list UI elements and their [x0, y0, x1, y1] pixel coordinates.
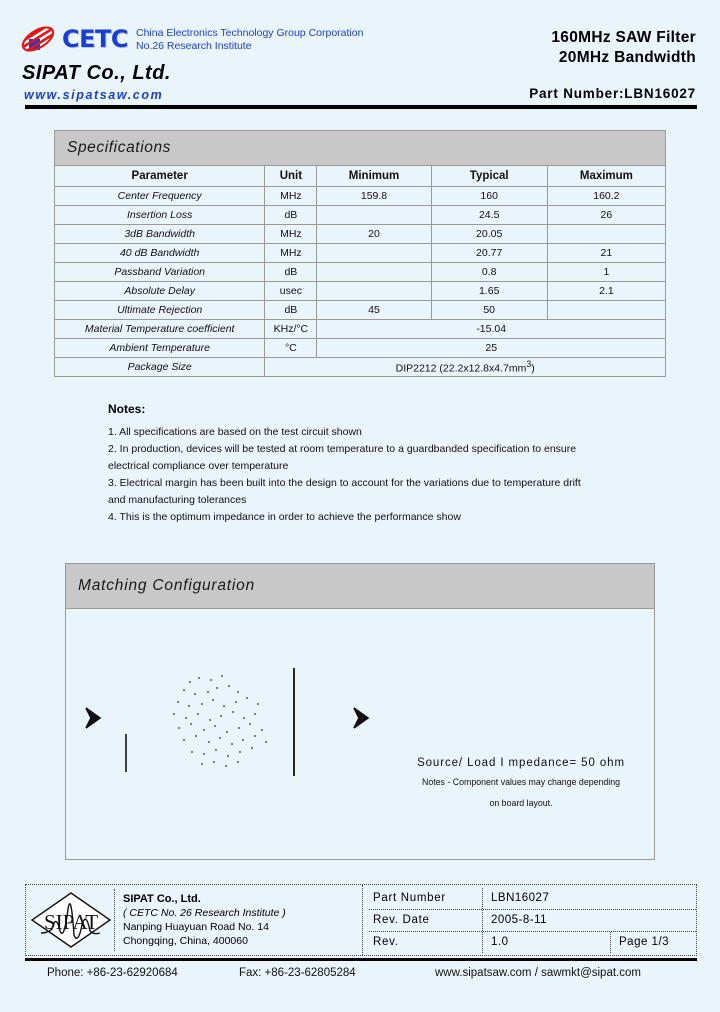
cell-unit: dB: [265, 206, 317, 225]
specifications-panel: [54, 130, 666, 377]
matching-configuration-body: [65, 608, 655, 860]
matching-schematic-diagram: [66, 609, 654, 859]
product-title-line-2: 20MHz Bandwidth: [558, 49, 696, 66]
footer-label-part-number: Part Number: [369, 888, 483, 909]
cell-typical: 24.5: [431, 206, 547, 225]
cell-span-value: 25: [317, 339, 666, 358]
contact-web-email[interactable]: www.sipatsaw.com / sawmkt@sipat.com: [435, 967, 641, 979]
footer-institute-name: ( CETC No. 26 Research Institute ): [123, 907, 286, 919]
table-row: [55, 358, 666, 377]
note-item: electrical compliance over temperature: [108, 460, 289, 472]
matching-configuration-title: Matching Configuration: [65, 563, 655, 608]
table-row: [55, 225, 666, 244]
cell-unit: dB: [265, 301, 317, 320]
cell-parameter: Ambient Temperature: [55, 339, 265, 358]
table-header-row: [55, 166, 666, 187]
package-value-sup: 3: [526, 359, 532, 370]
cell-parameter: Ultimate Rejection: [55, 301, 265, 320]
cell-maximum: 21: [547, 244, 665, 263]
cell-typical: 50: [431, 301, 547, 320]
note-item: 1. All specifications are based on the test circuit shown: [108, 426, 362, 438]
header-divider: [25, 105, 697, 109]
footer-divider: [25, 958, 697, 961]
page-header: [0, 0, 720, 102]
note-item: 4. This is the optimum impedance in order to achieve the performance show: [108, 511, 461, 523]
table-row: [55, 187, 666, 206]
footer-label-rev: Rev.: [369, 932, 483, 953]
cell-unit: usec: [265, 282, 317, 301]
cell-typical: 160: [431, 187, 547, 206]
cell-minimum: 20: [317, 225, 431, 244]
note-item: 3. Electrical margin has been built into the design to account for the variations due to temperature drift: [108, 477, 581, 489]
cell-parameter: 3dB Bandwidth: [55, 225, 265, 244]
specifications-title: Specifications: [54, 130, 666, 165]
column-header-parameter: Parameter: [55, 166, 265, 187]
footer-field-row: [369, 910, 696, 932]
company-line-2: No.26 Research Institute: [136, 40, 252, 52]
cell-unit: KHz/°C: [265, 320, 317, 339]
footer-info-box: [25, 884, 697, 956]
company-line-1: China Electronics Technology Group Corporation: [136, 27, 364, 39]
cell-unit: MHz: [265, 187, 317, 206]
source-load-impedance-label: Source/ Load I mpedance= 50 ohm: [417, 757, 625, 769]
cell-parameter: Passband Variation: [55, 263, 265, 282]
footer-field-row: [369, 932, 696, 953]
product-title: [551, 28, 696, 68]
cell-unit: MHz: [265, 225, 317, 244]
cell-maximum: [547, 301, 665, 320]
cell-unit: dB: [265, 263, 317, 282]
cell-unit: MHz: [265, 244, 317, 263]
footer-address-line-1: Nanping Huayuan Road No. 14: [123, 921, 269, 933]
footer-company-name: SIPAT Co., Ltd.: [123, 893, 201, 905]
cell-parameter: Center Frequency: [55, 187, 265, 206]
package-value-tail: ): [531, 362, 535, 375]
table-row: [55, 263, 666, 282]
footer-value-rev: 1.0: [483, 932, 611, 953]
cetc-wordmark: CETC: [62, 25, 128, 53]
cell-minimum: [317, 244, 431, 263]
sipat-company-name: SIPAT Co., Ltd.: [22, 62, 171, 84]
table-row: [55, 339, 666, 358]
column-header-typical: Typical: [431, 166, 547, 187]
footer-contact-bar: [25, 967, 697, 979]
footer-value-part-number: LBN16027: [491, 891, 550, 904]
table-row: [55, 301, 666, 320]
cell-maximum: 160.2: [547, 187, 665, 206]
svg-text:SIPAT: SIPAT: [43, 910, 99, 934]
component-note-line-2: on board layout.: [489, 798, 553, 808]
contact-phone: Phone: +86-23-62920684: [47, 967, 178, 979]
sipat-website-link[interactable]: www.sipatsaw.com: [24, 88, 164, 102]
contact-fax: Fax: +86-23-62805284: [239, 967, 356, 979]
cetc-company-lines: [136, 26, 363, 53]
matching-configuration-panel: [65, 563, 655, 860]
footer-page-number: Page 1/3: [619, 935, 670, 948]
package-value-text: DIP2212 (22.2x12.8x4.7mm: [395, 362, 527, 375]
cell-maximum: 1: [547, 263, 665, 282]
cell-typical: 20.05: [431, 225, 547, 244]
column-header-unit: Unit: [265, 166, 317, 187]
cell-maximum: 2.1: [547, 282, 665, 301]
cell-maximum: [547, 225, 665, 244]
notes-section: [108, 402, 628, 526]
footer-document-fields: [363, 885, 696, 955]
footer-field-row: [369, 888, 696, 910]
cell-minimum: [317, 263, 431, 282]
note-item: 2. In production, devices will be tested at room temperature to a guardbanded specification to ensure: [108, 443, 577, 455]
cell-parameter: Absolute Delay: [55, 282, 265, 301]
product-title-line-1: 160MHz SAW Filter: [551, 29, 696, 46]
footer-company-block: [26, 885, 363, 955]
page-footer: [25, 884, 697, 956]
cell-span-value: -15.04: [317, 320, 666, 339]
cell-typical: 0.8: [431, 263, 547, 282]
cell-unit: °C: [265, 339, 317, 358]
table-row: [55, 282, 666, 301]
footer-value-rev-date: 2005-8-11: [491, 913, 548, 926]
cell-package-value: [265, 358, 666, 377]
column-header-minimum: Minimum: [317, 166, 431, 187]
footer-address-block: [114, 889, 286, 951]
footer-label-rev-date: Rev. Date: [369, 910, 483, 931]
table-row: [55, 320, 666, 339]
cell-minimum: 159.8: [317, 187, 431, 206]
table-row: [55, 244, 666, 263]
cetc-logo-icon: [18, 26, 58, 52]
impedance-note-block: [396, 757, 646, 811]
cell-minimum: [317, 206, 431, 225]
note-item: and manufacturing tolerances: [108, 494, 247, 506]
cell-parameter: Insertion Loss: [55, 206, 265, 225]
cell-parameter: Material Temperature coefficient: [55, 320, 265, 339]
table-row: [55, 206, 666, 225]
cell-parameter: Package Size: [55, 358, 265, 377]
cell-minimum: [317, 282, 431, 301]
header-part-number: Part Number:LBN16027: [529, 86, 696, 101]
cell-maximum: 26: [547, 206, 665, 225]
component-note-line-1: Notes - Component values may change depending: [421, 777, 621, 787]
sipat-diamond-logo: [28, 889, 114, 951]
cell-typical: 1.65: [431, 282, 547, 301]
cell-typical: 20.77: [431, 244, 547, 263]
footer-address-line-2: Chongqing, China, 400060: [123, 935, 248, 947]
cell-minimum: 45: [317, 301, 431, 320]
specifications-table: [54, 165, 666, 377]
column-header-maximum: Maximum: [547, 166, 665, 187]
cetc-branding: [18, 26, 363, 53]
cell-parameter: 40 dB Bandwidth: [55, 244, 265, 263]
notes-title: Notes:: [108, 402, 146, 416]
